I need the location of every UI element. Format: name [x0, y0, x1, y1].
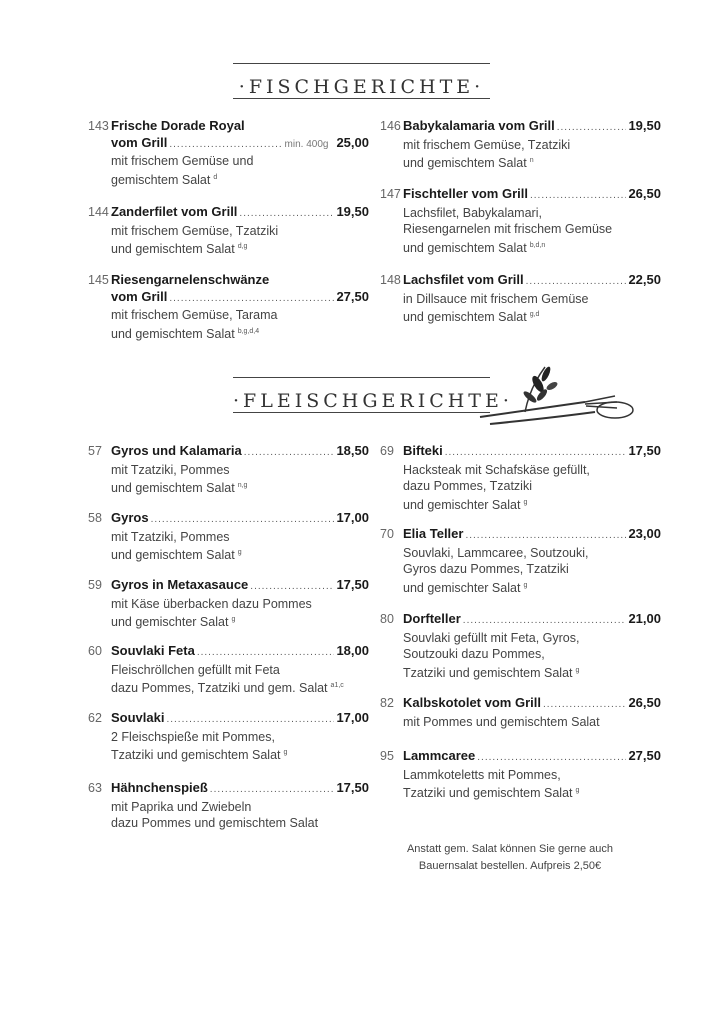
description-text: und gemischtem Salat: [111, 242, 235, 257]
allergen-codes: g: [231, 616, 236, 624]
item-number: 144: [88, 205, 109, 219]
dot-leader: [530, 188, 626, 205]
meat-heading: ·FLEISCHGERICHTE·: [233, 390, 513, 412]
item-title-line: [111, 135, 369, 154]
allergen-codes: a1,c: [330, 682, 344, 690]
description-text: Soutzouki dazu Pommes,: [403, 647, 545, 662]
description-text: Hacksteak mit Schafskäse gefüllt,: [403, 462, 590, 477]
item-title-line: [111, 780, 369, 799]
item-title-line: [403, 186, 661, 205]
item-number: 59: [88, 578, 102, 592]
description-text: Tzatziki und gemischtem Salat: [403, 786, 573, 801]
dot-leader: [210, 782, 335, 799]
dot-leader: [465, 528, 626, 545]
item-number: 69: [380, 444, 394, 458]
fish-heading: ·FISCHGERICHTE·: [238, 76, 485, 98]
item-price: 17,50: [336, 780, 369, 795]
menu-item: [380, 186, 661, 257]
item-number: 148: [380, 273, 401, 287]
description-text: dazu Pommes, Tzatziki und gem. Salat: [111, 681, 328, 696]
item-price: 25,00: [336, 134, 369, 150]
item-name: Lachsfilet vom Grill: [403, 272, 524, 287]
item-title-line: [111, 118, 369, 135]
item-description: [403, 238, 661, 257]
item-description: [403, 205, 661, 222]
menu-item: [88, 272, 369, 343]
item-name: Fischteller vom Grill: [403, 186, 528, 201]
footnote-line: Anstatt gem. Salat können Sie gerne auch: [406, 843, 614, 855]
description-text: mit Käse überbacken dazu Pommes: [111, 596, 312, 611]
item-description: [111, 170, 369, 189]
description-text: Tzatziki und gemischtem Salat: [403, 665, 573, 680]
allergen-codes: d,g: [237, 243, 248, 251]
footnote-line: Bauernsalat bestellen. Aufpreis 2,50€: [418, 860, 602, 872]
item-title-line: [111, 710, 369, 729]
menu-item: [380, 695, 661, 730]
dot-leader: [557, 120, 627, 137]
item-title-line: [111, 289, 369, 308]
item-price: 27,50: [336, 288, 369, 304]
item-price: 26,50: [628, 695, 661, 710]
item-description: [111, 153, 369, 170]
description-text: Fleischröllchen gefüllt mit Feta: [111, 662, 280, 677]
item-title-line: [111, 204, 369, 223]
item-name: Frische Dorade Royal: [111, 118, 245, 133]
description-text: und gemischtem Salat: [111, 481, 235, 496]
description-text: Gyros dazu Pommes, Tzatziki: [403, 562, 569, 577]
item-title-line: [111, 510, 369, 529]
item-description: [403, 545, 661, 562]
item-name: Gyros: [111, 510, 149, 525]
item-name-continued: vom Grill: [111, 288, 168, 304]
description-text: mit frischem Gemüse, Tzatziki: [111, 223, 279, 238]
item-title-line: [403, 272, 661, 291]
item-description: [111, 662, 369, 679]
item-title-line: [403, 443, 661, 462]
item-price: 21,00: [628, 611, 661, 626]
item-description: [403, 767, 661, 784]
dot-leader: [543, 697, 626, 714]
item-description: [111, 239, 369, 258]
item-description: [111, 462, 369, 479]
item-price: 17,00: [336, 510, 369, 525]
item-number: 62: [88, 711, 102, 725]
allergen-codes: g,d: [529, 311, 540, 319]
description-text: mit Pommes und gemischtem Salat: [403, 714, 600, 729]
allergen-codes: g: [575, 787, 580, 795]
dot-leader: [445, 445, 627, 462]
item-title-line: [111, 643, 369, 662]
item-description: [403, 714, 661, 731]
description-text: mit Tzatziki, Pommes: [111, 462, 230, 477]
item-title-line: [403, 695, 661, 714]
menu-item: [88, 204, 369, 258]
item-name: Hähnchenspieß: [111, 780, 208, 795]
menu-item: [380, 118, 661, 172]
item-number: 60: [88, 644, 102, 658]
item-note: min. 400g: [284, 138, 329, 150]
item-title-line: [403, 526, 661, 545]
description-text: Souvlaki, Lammcaree, Soutzouki,: [403, 545, 589, 560]
description-text: Lammkoteletts mit Pommes,: [403, 767, 561, 782]
item-name: Babykalamaria vom Grill: [403, 118, 555, 133]
item-price: 26,50: [628, 186, 661, 201]
meat-heading-rule-bottom: [233, 412, 490, 413]
item-number: 57: [88, 444, 102, 458]
item-number: 58: [88, 511, 102, 525]
description-text: Riesengarnelen mit frischem Gemüse: [403, 222, 613, 237]
item-price: 19,50: [628, 118, 661, 133]
item-description: [403, 646, 661, 663]
item-price: 18,00: [336, 643, 369, 658]
allergen-codes: n: [529, 157, 534, 165]
item-number: 143: [88, 119, 109, 133]
item-number: 70: [380, 527, 394, 541]
item-description: [403, 137, 661, 154]
item-name: Kalbskotolet vom Grill: [403, 695, 541, 710]
description-text: mit Paprika und Zwiebeln: [111, 799, 252, 814]
dot-leader: [166, 712, 334, 729]
description-text: und gemischtem Salat: [111, 326, 235, 341]
item-name: Lammcaree: [403, 748, 476, 763]
menu-item: [88, 577, 369, 631]
item-name: Riesengarnelenschwänze: [111, 272, 270, 287]
item-number: 147: [380, 187, 401, 201]
description-text: und gemischtem Salat: [403, 240, 527, 255]
dot-leader: [151, 512, 335, 529]
description-text: dazu Pommes, Tzatziki: [403, 479, 532, 494]
dot-leader: [239, 206, 334, 223]
item-number: 80: [380, 612, 394, 626]
item-description: [111, 612, 369, 631]
item-name: Bifteki: [403, 443, 443, 458]
item-number: 63: [88, 781, 102, 795]
menu-item: [88, 510, 369, 564]
dot-leader: [197, 645, 335, 662]
menu-item: [380, 443, 661, 514]
menu-item: [88, 643, 369, 697]
item-number: 146: [380, 119, 401, 133]
item-number: 82: [380, 696, 394, 710]
dot-leader: [169, 291, 334, 308]
item-description: [403, 221, 661, 238]
fish-heading-rule-top: [233, 63, 490, 64]
item-number: 95: [380, 749, 394, 763]
item-price: 19,50: [336, 204, 369, 219]
item-description: [403, 561, 661, 578]
fish-heading-rule-bottom: [233, 98, 490, 99]
dot-leader: [250, 579, 334, 596]
item-description: [111, 307, 369, 324]
description-text: mit Tzatziki, Pommes: [111, 529, 230, 544]
item-title-line: [403, 118, 661, 137]
item-name: Souvlaki Feta: [111, 643, 195, 658]
item-price: 23,00: [628, 526, 661, 541]
description-text: und gemischter Salat: [111, 615, 229, 630]
item-description: [403, 478, 661, 495]
menu-item: [380, 611, 661, 682]
dot-leader: [526, 274, 627, 291]
item-description: [403, 630, 661, 647]
item-description: [403, 663, 661, 682]
description-text: und gemischter Salat: [403, 497, 521, 512]
item-price: 17,00: [336, 710, 369, 725]
allergen-codes: n,g: [237, 482, 248, 490]
item-description: [403, 783, 661, 802]
menu-item: [88, 710, 369, 764]
item-title-line: [403, 611, 661, 630]
allergen-codes: g: [575, 666, 580, 674]
menu-item: [88, 443, 369, 497]
description-text: dazu Pommes und gemischtem Salat: [111, 816, 319, 831]
item-number: 145: [88, 273, 109, 287]
item-description: [403, 307, 661, 326]
item-description: [111, 678, 369, 697]
item-price: 27,50: [628, 748, 661, 763]
item-price: 22,50: [628, 272, 661, 287]
allergen-codes: d: [213, 173, 218, 181]
item-description: [111, 745, 369, 764]
dot-leader: [169, 137, 282, 154]
description-text: Tzatziki und gemischtem Salat: [111, 748, 281, 763]
description-text: in Dillsauce mit frischem Gemüse: [403, 291, 589, 306]
item-price: 17,50: [628, 443, 661, 458]
item-description: [111, 324, 369, 343]
description-text: mit frischem Gemüse, Tarama: [111, 308, 278, 323]
allergen-codes: b,d,n: [529, 241, 546, 249]
item-description: [111, 799, 369, 816]
item-price: 17,50: [336, 577, 369, 592]
item-title-line: [403, 748, 661, 767]
item-title-line: [111, 577, 369, 596]
allergen-codes: g: [237, 549, 242, 557]
menu-item: [380, 272, 661, 326]
item-description: [111, 529, 369, 546]
item-price: 18,50: [336, 443, 369, 458]
description-text: mit frischem Gemüse, Tzatziki: [403, 137, 571, 152]
item-title-line: [111, 272, 369, 289]
description-text: gemischtem Salat: [111, 172, 211, 187]
dot-leader: [463, 613, 627, 630]
allergen-codes: b,g,d,4: [237, 327, 260, 335]
fork-spoon-olive-illustration: [470, 362, 645, 432]
allergen-codes: g: [523, 498, 528, 506]
allergen-codes: g: [283, 749, 288, 757]
item-description: [403, 495, 661, 514]
item-description: [403, 462, 661, 479]
menu-item: [88, 118, 369, 189]
item-description: [111, 596, 369, 613]
menu-item: [380, 748, 661, 802]
item-description: [111, 223, 369, 240]
description-text: und gemischtem Salat: [111, 548, 235, 563]
meat-heading-rule-top: [233, 377, 490, 378]
menu-item: [88, 780, 369, 832]
item-name: Elia Teller: [403, 526, 464, 541]
item-description: [403, 578, 661, 597]
description-text: und gemischtem Salat: [403, 156, 527, 171]
dot-leader: [244, 445, 335, 462]
item-title-line: [111, 443, 369, 462]
menu-item: [380, 526, 661, 597]
description-text: 2 Fleischspieße mit Pommes,: [111, 729, 275, 744]
item-name: Gyros und Kalamaria: [111, 443, 242, 458]
description-text: Lachsfilet, Babykalamari,: [403, 205, 542, 220]
allergen-codes: g: [523, 581, 528, 589]
item-name: Dorfteller: [403, 611, 461, 626]
item-name-continued: vom Grill: [111, 134, 168, 150]
item-description: [111, 478, 369, 497]
item-description: [403, 291, 661, 308]
description-text: mit frischem Gemüse und: [111, 154, 254, 169]
description-text: Souvlaki gefüllt mit Feta, Gyros,: [403, 630, 580, 645]
item-description: [111, 729, 369, 746]
item-name: Zanderfilet vom Grill: [111, 204, 238, 219]
description-text: und gemischter Salat: [403, 580, 521, 595]
item-description: [111, 545, 369, 564]
dot-leader: [477, 750, 626, 767]
item-name: Souvlaki: [111, 710, 165, 725]
item-name: Gyros in Metaxasauce: [111, 577, 249, 592]
item-description: [111, 815, 369, 832]
salad-footnote: [395, 841, 625, 875]
description-text: und gemischtem Salat: [403, 310, 527, 325]
item-description: [403, 153, 661, 172]
